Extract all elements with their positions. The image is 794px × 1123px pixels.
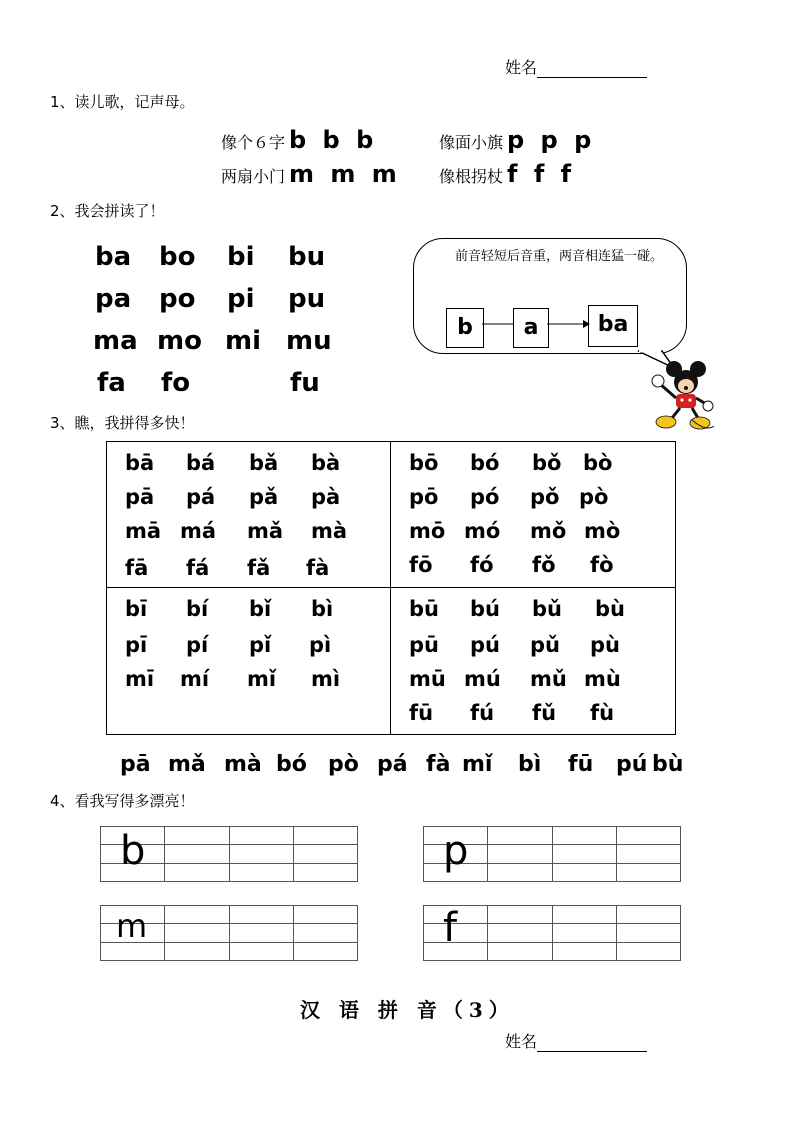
- practice-syllable: pò: [328, 752, 359, 777]
- tone-syllable: mī: [125, 667, 155, 691]
- tone-syllable: pú: [470, 633, 500, 657]
- practice-syllable: bó: [276, 752, 307, 777]
- tone-syllable: fá: [186, 556, 210, 580]
- section-3-heading: 3、瞧，我拼得多快！: [50, 414, 195, 432]
- tone-syllable: bì: [311, 597, 334, 621]
- table-divider-horizontal: [106, 587, 675, 588]
- name-line-top: [505, 55, 647, 78]
- tone-syllable: mí: [180, 667, 210, 691]
- tone-syllable: fū: [409, 701, 434, 725]
- tone-syllable: pá: [186, 485, 216, 509]
- tone-syllable: pó: [470, 485, 500, 509]
- practice-syllable: bù: [652, 752, 684, 777]
- writing-letter: b: [120, 828, 146, 874]
- blend-box-result: ba: [588, 305, 638, 347]
- writing-letter: m: [116, 907, 148, 945]
- rhyme-letters: b b b: [289, 126, 378, 154]
- syllable: bi: [227, 242, 255, 272]
- rhyme-1: [221, 126, 377, 154]
- tone-syllable: bá: [186, 451, 216, 475]
- tone-syllable: fó: [470, 553, 494, 577]
- syllable: fa: [97, 368, 126, 398]
- tone-syllable: pǐ: [249, 633, 272, 657]
- tone-syllable: mó: [464, 519, 501, 543]
- rhyme-2: [439, 126, 595, 154]
- name-blank[interactable]: [537, 1033, 647, 1052]
- syllable: fo: [161, 368, 191, 398]
- tone-syllable: pí: [186, 633, 209, 657]
- tone-syllable: bū: [409, 597, 439, 621]
- tone-syllable: bǐ: [249, 597, 272, 621]
- tone-syllable: pī: [125, 633, 148, 657]
- tone-syllable: mò: [584, 519, 621, 543]
- writing-letter: f: [443, 905, 458, 951]
- tone-syllable: mā: [125, 519, 162, 543]
- rhyme-letters: f f f: [507, 160, 576, 188]
- writing-grid-b[interactable]: [100, 826, 358, 882]
- tone-syllable: mì: [311, 667, 341, 691]
- section-1-heading: 1、读儿歌，记声母。: [50, 93, 195, 111]
- rhyme-letters: p p p: [507, 126, 596, 154]
- practice-syllable: mǐ: [462, 752, 493, 777]
- tone-syllable: pà: [311, 485, 341, 509]
- tone-syllable: mà: [311, 519, 348, 543]
- tone-syllable: fǒ: [532, 553, 556, 577]
- tone-syllable: bǔ: [532, 597, 562, 621]
- rhyme-letters: m m m: [289, 160, 401, 188]
- syllable: po: [159, 284, 196, 314]
- tone-syllable: fú: [470, 701, 495, 725]
- tone-syllable: má: [180, 519, 217, 543]
- blend-connectors: [482, 316, 592, 332]
- syllable: bu: [288, 242, 326, 272]
- practice-syllable: pú: [616, 752, 648, 777]
- rhyme-text: 像根拐杖: [439, 167, 504, 186]
- syllable: fu: [290, 368, 320, 398]
- tone-syllable: pì: [309, 633, 332, 657]
- writing-letter: p: [443, 828, 469, 874]
- tone-syllable: mǎ: [247, 519, 284, 543]
- syllable: mo: [157, 326, 202, 356]
- tone-syllable: pù: [590, 633, 620, 657]
- syllable: pu: [288, 284, 326, 314]
- writing-grid-p[interactable]: [423, 826, 681, 882]
- tone-syllable: mǒ: [530, 519, 567, 543]
- syllable: ma: [93, 326, 138, 356]
- practice-syllable: pā: [120, 752, 151, 777]
- name-label: 姓名: [505, 58, 538, 77]
- syllable: ba: [95, 242, 132, 272]
- tone-syllable: pǎ: [249, 485, 279, 509]
- rhyme-text: 像个６字: [221, 133, 286, 152]
- bubble-text: 前音轻短后音重，两音相连猛一碰。: [455, 249, 664, 264]
- practice-syllable: fū: [568, 752, 594, 777]
- tone-syllable: fā: [125, 556, 149, 580]
- tone-syllable: mō: [409, 519, 446, 543]
- tone-syllable: bò: [583, 451, 613, 475]
- tone-syllable: bù: [595, 597, 625, 621]
- tone-syllable: mū: [409, 667, 446, 691]
- section-2-heading: 2、我会拼读了！: [50, 202, 165, 220]
- syllable: pi: [227, 284, 255, 314]
- tone-syllable: mú: [464, 667, 501, 691]
- next-worksheet-title: 汉 语 拼 音（3）: [300, 998, 515, 1022]
- practice-syllable: mǎ: [168, 752, 206, 777]
- tone-syllable: mǔ: [530, 667, 567, 691]
- tone-syllable: bú: [470, 597, 500, 621]
- tone-syllable: fǔ: [532, 701, 557, 725]
- tone-syllable: mù: [584, 667, 621, 691]
- rhyme-text: 像面小旗: [439, 133, 504, 152]
- tone-syllable: mǐ: [247, 667, 277, 691]
- practice-syllable: bì: [518, 752, 542, 777]
- tone-syllable: pò: [579, 485, 609, 509]
- tone-syllable: fà: [306, 556, 330, 580]
- tone-syllable: pō: [409, 485, 439, 509]
- writing-grid-m[interactable]: [100, 905, 358, 961]
- syllable: bo: [159, 242, 196, 272]
- rhyme-3: [221, 160, 401, 188]
- tone-syllable: pǒ: [530, 485, 560, 509]
- mickey-mouse-icon: [648, 360, 714, 432]
- blend-box-final: a: [513, 308, 549, 348]
- syllable: pa: [95, 284, 132, 314]
- tone-syllable: bō: [409, 451, 439, 475]
- writing-grid-f[interactable]: [423, 905, 681, 961]
- practice-syllable: fà: [426, 752, 451, 777]
- tone-syllable: fō: [409, 553, 433, 577]
- tone-syllable: bī: [125, 597, 148, 621]
- syllable: mu: [286, 326, 332, 356]
- tone-syllable: pǔ: [530, 633, 560, 657]
- name-label: 姓名: [505, 1032, 538, 1051]
- syllable: mi: [225, 326, 262, 356]
- tone-syllable: bā: [125, 451, 155, 475]
- tone-syllable: pā: [125, 485, 155, 509]
- tone-syllable: pū: [409, 633, 439, 657]
- tone-syllable: fò: [590, 553, 614, 577]
- section-4-heading: 4、看我写得多漂亮！: [50, 792, 195, 810]
- rhyme-4: [439, 160, 575, 188]
- tone-syllable: bà: [311, 451, 341, 475]
- tone-syllable: bǒ: [532, 451, 562, 475]
- tone-syllable: fù: [590, 701, 615, 725]
- practice-syllable: pá: [377, 752, 408, 777]
- name-line-bottom: [505, 1029, 647, 1052]
- tone-syllable: bǎ: [249, 451, 279, 475]
- tone-syllable: bó: [470, 451, 500, 475]
- blend-box-initial: b: [446, 308, 484, 348]
- tone-syllable: fǎ: [247, 556, 271, 580]
- rhyme-text: 两扇小门: [221, 167, 286, 186]
- tone-syllable: bí: [186, 597, 209, 621]
- practice-syllable: mà: [224, 752, 262, 777]
- name-blank[interactable]: [537, 59, 647, 78]
